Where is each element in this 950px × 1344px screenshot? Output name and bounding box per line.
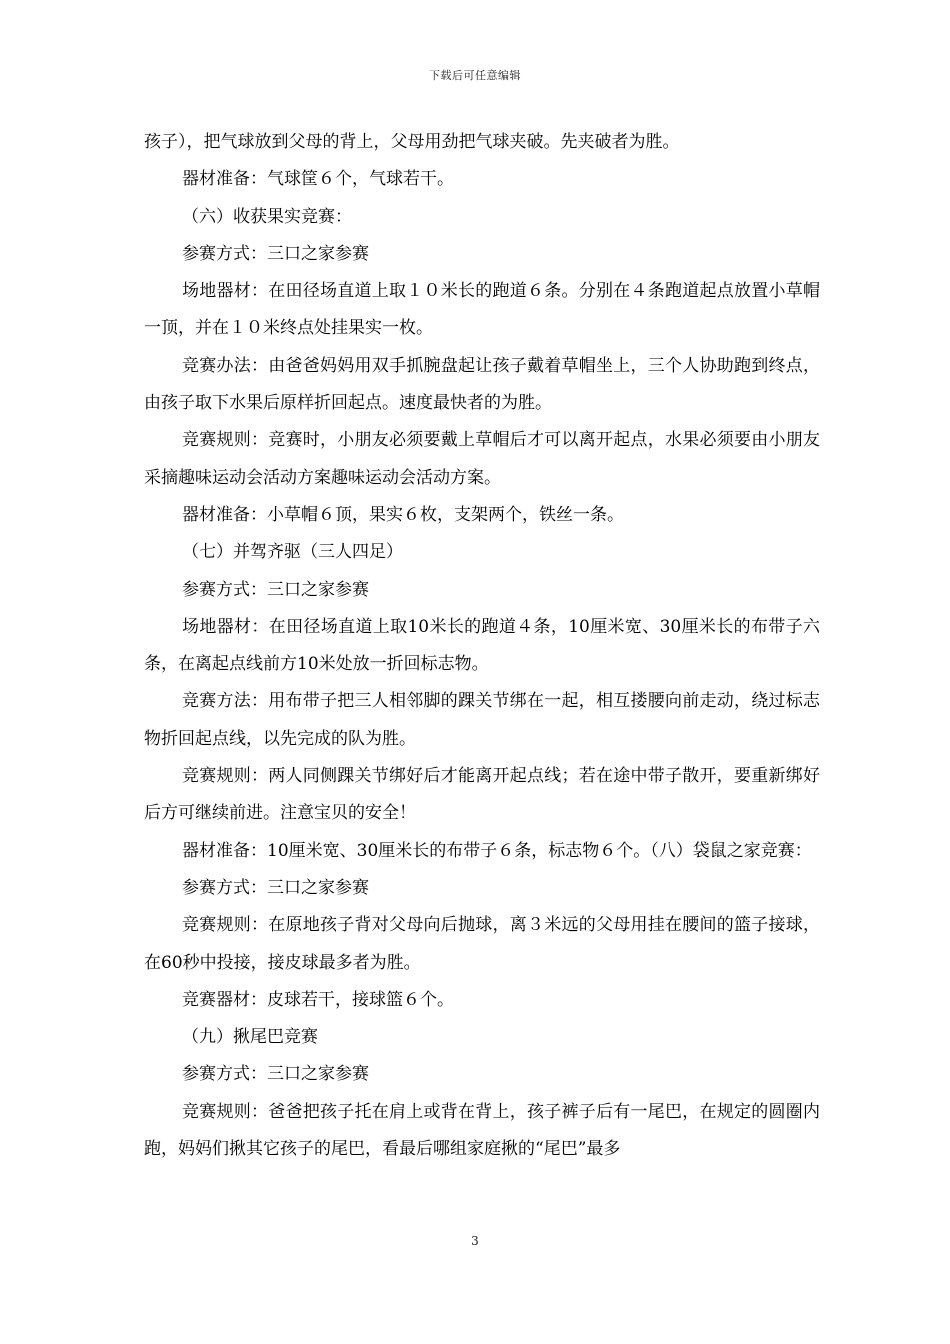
paragraph-15: 参赛方式：三口之家参赛 xyxy=(182,877,369,898)
section-heading-6: （六）收获果实竞赛： xyxy=(182,206,352,227)
section-heading-9: （九）揪尾巴竞赛 xyxy=(182,1027,318,1048)
paragraph-10: 参赛方式：三口之家参赛 xyxy=(182,579,369,600)
document-body xyxy=(144,124,820,1168)
paragraph-5: 场地器材：在田径场直道上取１０米长的跑道６条。分别在４条跑道起点放置小草帽一顶，并在１０米终点处挂果实一枚。 xyxy=(144,281,820,339)
section-heading-7: （七）并驾齐驱（三人四足） xyxy=(182,542,403,563)
paragraph-8: 器材准备：小草帽６顶，果实６枚，支架两个，铁丝一条。 xyxy=(182,504,624,525)
paragraph-17: 竞赛器材：皮球若干，接球篮６个。 xyxy=(182,989,454,1010)
paragraph-1: 孩子），把气球放到父母的背上，父母用劲把气球夹破。先夹破者为胜。 xyxy=(144,132,680,152)
paragraph-19: 参赛方式：三口之家参赛 xyxy=(182,1064,369,1085)
paragraph-20: 竞赛规则：爸爸把孩子托在肩上或背在背上，孩子裤子后有一尾巴，在规定的圆圈内跑，妈妈们揪其它孩子的尾巴，看最后哪组家庭揪的“尾巴”最多 xyxy=(144,1101,820,1160)
page-header: 下载后可任意编辑 xyxy=(429,69,521,82)
paragraph-14: 器材准备：10厘米宽、30厘米长的布带子６条，标志物６个。（八）袋鼠之家竞赛： xyxy=(182,840,812,861)
paragraph-2: 器材准备：气球筐６个，气球若干。 xyxy=(182,169,454,190)
paragraph-6: 竞赛办法：由爸爸妈妈用双手抓腕盘起让孩子戴着草帽坐上，三个人协助跑到终点，由孩子取下水果后原样折回起点。速度最快者的为胜。 xyxy=(144,355,820,414)
paragraph-7: 竞赛规则：竞赛时，小朋友必须要戴上草帽后才可以离开起点，水果必须要由小朋友采摘趣味运动会活动方案趣味运动会活动方案。 xyxy=(144,430,820,488)
page-number: 3 xyxy=(471,1234,479,1248)
paragraph-13: 竞赛规则：两人同侧踝关节绑好后才能离开起点线；若在途中带子散开，要重新绑好后方可继续前进。注意宝贝的安全！ xyxy=(144,766,820,824)
paragraph-4: 参赛方式：三口之家参赛 xyxy=(182,243,369,264)
paragraph-11: 场地器材：在田径场直道上取10米长的跑道４条，10厘米宽、30厘米长的布带子六条，在离起点线前方10米处放一折回标志物。 xyxy=(144,616,820,675)
paragraph-16: 竞赛规则：在原地孩子背对父母向后抛球，离３米远的父母用挂在腰间的篮子接球，在60秒中投接，接皮球最多者为胜。 xyxy=(144,915,820,973)
paragraph-12: 竞赛方法：用布带子把三人相邻脚的踝关节绑在一起，相互搂腰向前走动，绕过标志物折回起点线，以先完成的队为胜。 xyxy=(144,691,820,749)
